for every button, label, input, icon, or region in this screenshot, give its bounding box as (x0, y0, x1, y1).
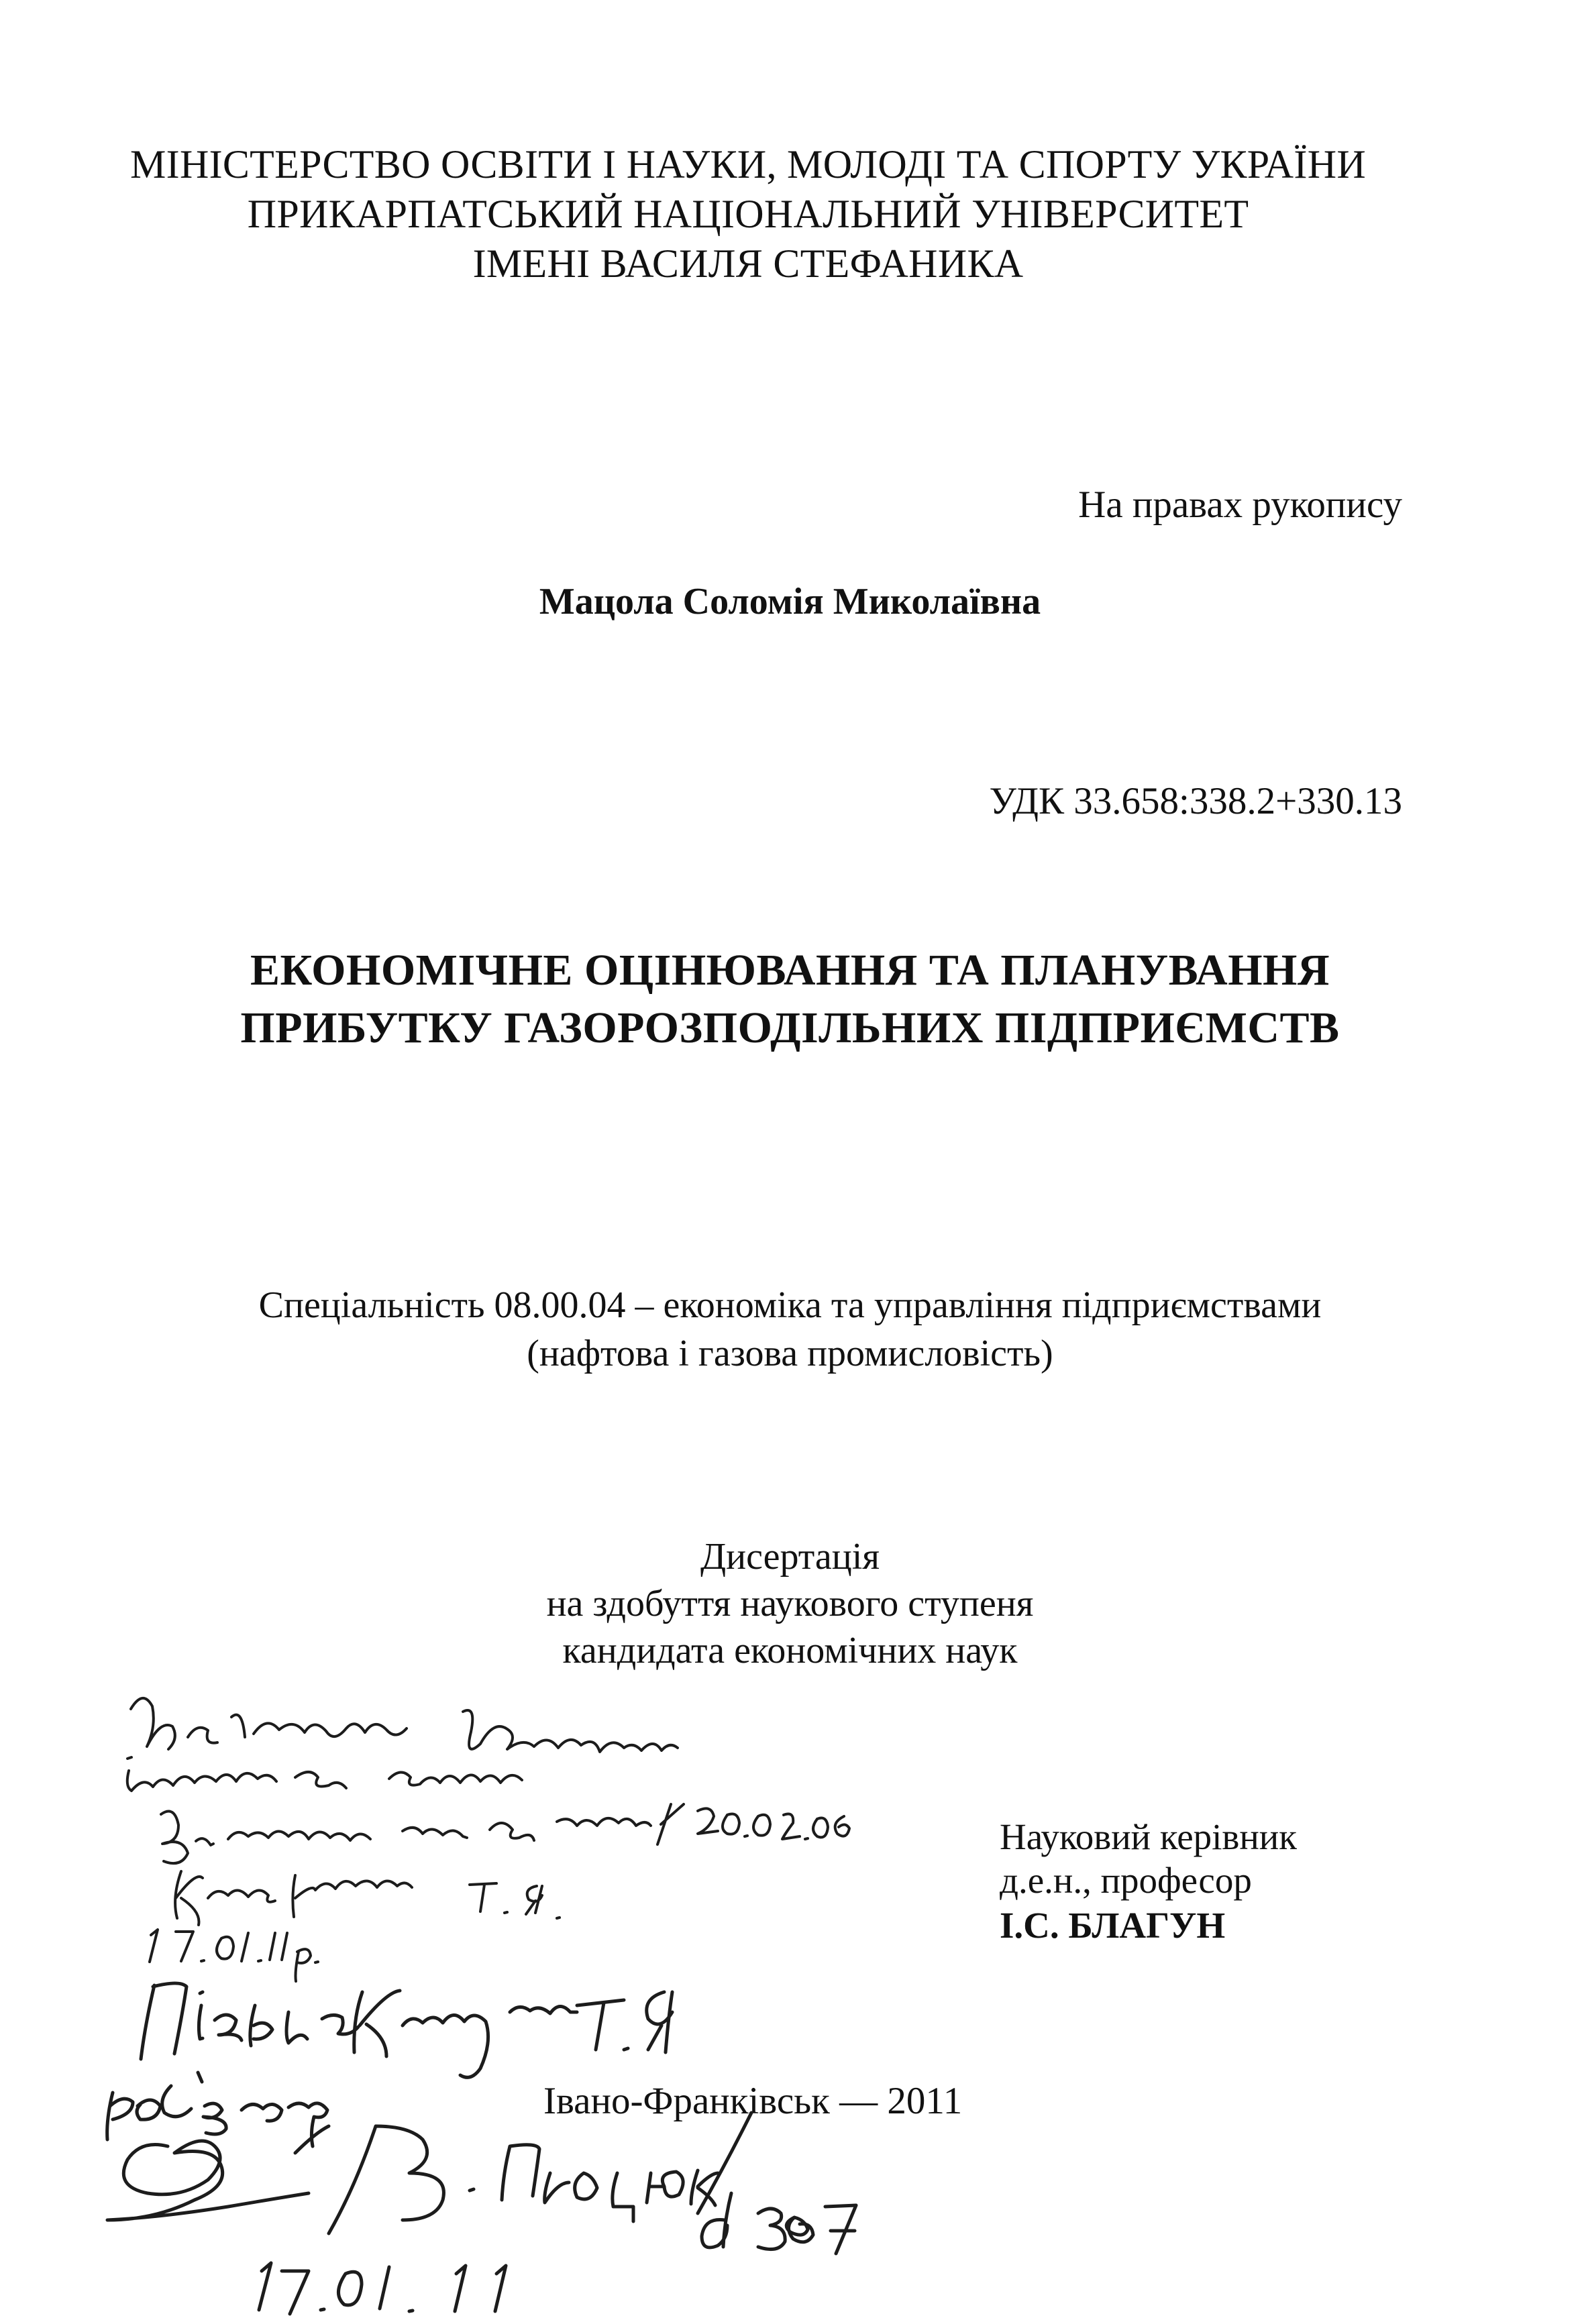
udk-code: УДК 33.658:338.2+330.13 (989, 780, 1402, 822)
title-line-2: ПРИБУТКУ ГАЗОРОЗПОДІЛЬНИХ ПІДПРИЄМСТВ (240, 1003, 1340, 1052)
handwriting-signature-procyuk (107, 2113, 751, 2233)
dissertation-degree (0, 1533, 1580, 1674)
handwriting-archive-number (702, 2193, 856, 2254)
dissertation-line-1: Дисертація (700, 1536, 880, 1578)
handwriting-note-line-7 (107, 2072, 327, 2146)
supervisor-name: І.С. БЛАГУН (1000, 1905, 1226, 1946)
supervisor-block (1000, 1815, 1297, 1947)
handwriting-note-line-3 (161, 1804, 849, 1863)
dissertation-line-2: на здобуття наукового ступеня (546, 1583, 1034, 1624)
ministry-line-1: МІНІСТЕРСТВО ОСВІТИ І НАУКИ, МОЛОДІ ТА СПОРТУ УКРАЇНИ (130, 142, 1366, 186)
handwriting-note-line-9 (259, 2263, 506, 2314)
dissertation-line-3: кандидата економічних наук (562, 1630, 1018, 1671)
specialty (0, 1281, 1580, 1378)
supervisor-degree: д.е.н., професор (1000, 1860, 1252, 1901)
title-line-1: ЕКОНОМІЧНЕ ОЦІНЮВАННЯ ТА ПЛАНУВАННЯ (250, 946, 1330, 995)
handwriting-note-line-6 (141, 1983, 358, 2059)
ministry-line-2: ПРИКАРПАТСЬКИЙ НАЦІОНАЛЬНИЙ УНІВЕРСИТЕТ (247, 192, 1249, 236)
city-year: Івано-Франківськ — 2011 (543, 2080, 963, 2122)
supervisor-role: Науковий керівник (1000, 1816, 1297, 1857)
author-name: Мацола Соломія Миколаївна (539, 581, 1041, 622)
handwriting-signature-kochkur (354, 1991, 672, 2077)
handwriting-note-line-4 (175, 1871, 560, 1925)
dissertation-title (0, 942, 1580, 1057)
manuscript-note: На правах рукопису (1078, 484, 1402, 526)
specialty-line-2: (нафтова і газова промисловість) (527, 1333, 1053, 1374)
handwriting-note-line-2 (127, 1757, 522, 1791)
specialty-line-1: Спеціальність 08.00.04 – економіка та управління підприємствами (258, 1284, 1322, 1326)
handwriting-note-line-5 (150, 1930, 318, 1981)
ministry-line-3: ІМЕНІ ВАСИЛЯ СТЕФАНИКА (472, 241, 1024, 286)
handwriting-note-line-1 (131, 1698, 678, 1752)
ministry-header (101, 140, 1395, 288)
